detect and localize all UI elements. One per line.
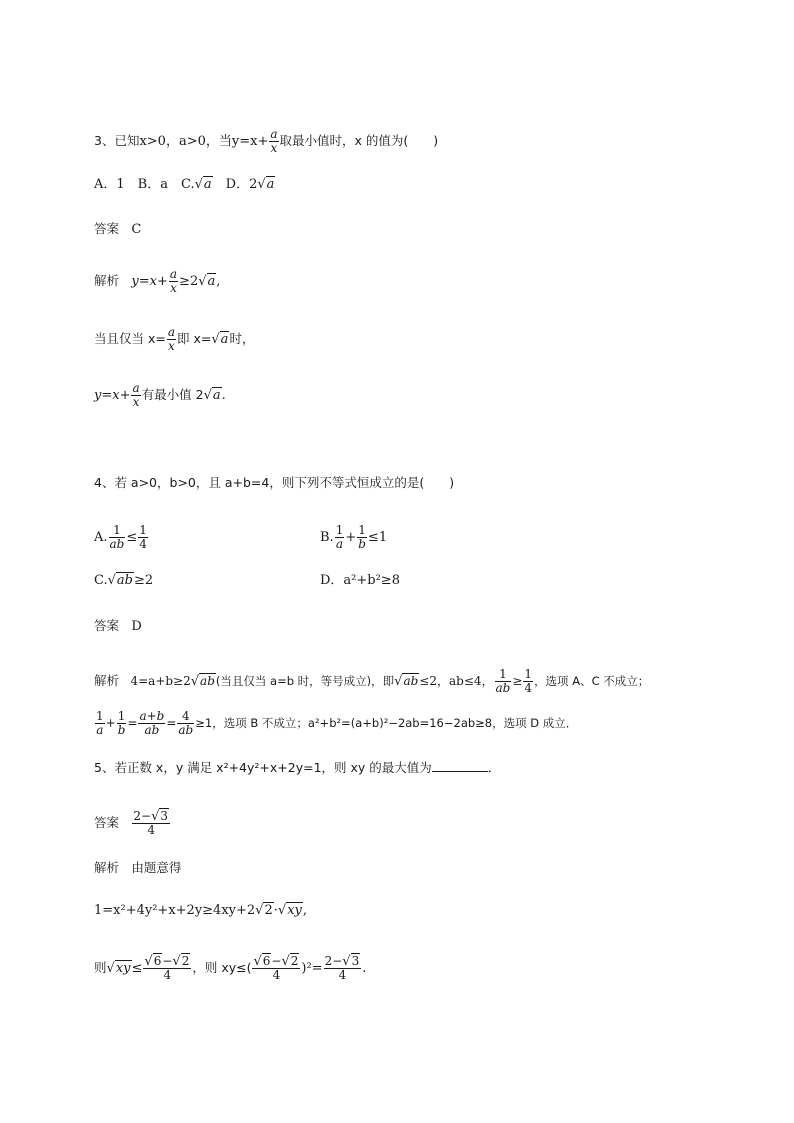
q3-condition: x>0，a>0，当 bbox=[139, 134, 232, 149]
frac-numerator: 1 bbox=[109, 524, 126, 538]
option-label: B. bbox=[320, 530, 334, 545]
fraction bbox=[523, 668, 533, 695]
radicand: xy bbox=[287, 903, 302, 918]
radicand: 3 bbox=[351, 954, 360, 968]
frac-numerator: a bbox=[169, 267, 178, 281]
frac-denominator: x bbox=[270, 141, 278, 155]
frac-numerator: 2− bbox=[133, 809, 152, 823]
frac-denominator: x bbox=[132, 395, 140, 409]
radicand: ab bbox=[200, 674, 215, 688]
fraction bbox=[167, 326, 176, 353]
frac-numerator: 1 bbox=[358, 523, 366, 537]
q4-analysis-2 bbox=[94, 710, 577, 737]
fraction bbox=[109, 524, 126, 551]
answer-label: 答案 bbox=[94, 221, 120, 236]
frac-numerator: a bbox=[270, 127, 278, 141]
analysis-expr: )²= bbox=[301, 961, 323, 976]
q5-answer bbox=[94, 810, 171, 837]
frac-numerator: 1 bbox=[524, 667, 533, 681]
fraction bbox=[495, 668, 512, 695]
operator: = bbox=[127, 716, 138, 730]
fraction bbox=[324, 955, 362, 982]
frac-denominator: 4 bbox=[272, 968, 281, 982]
sqrt-symbol: √3 bbox=[151, 809, 169, 824]
analysis-text: 当且仅当 x= bbox=[94, 331, 166, 346]
punctuation: ． bbox=[487, 761, 501, 776]
punctuation: , bbox=[302, 903, 308, 918]
radicand: ab bbox=[116, 573, 133, 588]
operator: − bbox=[162, 954, 173, 968]
radicand: a bbox=[212, 388, 221, 403]
frac-numerator: 1 bbox=[139, 523, 147, 537]
q4-option-d: D．a²+b²≥8 bbox=[320, 573, 400, 588]
frac-denominator: a bbox=[335, 537, 344, 551]
sqrt-symbol: √2 bbox=[172, 954, 190, 969]
q4-option-c bbox=[94, 573, 153, 589]
fraction bbox=[117, 710, 127, 737]
analysis-text: ，则 xy≤( bbox=[192, 960, 252, 975]
operator: + bbox=[345, 530, 357, 545]
fraction bbox=[357, 524, 367, 551]
sqrt-symbol: √ab bbox=[394, 674, 419, 689]
analysis-expr: y=x+ bbox=[131, 274, 168, 289]
q4-analysis-1 bbox=[94, 668, 649, 695]
frac-denominator: x bbox=[170, 281, 177, 295]
frac-denominator: ab bbox=[495, 681, 511, 695]
radicand: 2 bbox=[290, 954, 299, 968]
sqrt-symbol: √a bbox=[194, 177, 212, 192]
q3-fraction bbox=[269, 128, 278, 155]
frac-denominator: b bbox=[117, 723, 126, 737]
sqrt-symbol: √a bbox=[257, 177, 275, 192]
q4-option-a bbox=[94, 524, 149, 551]
answer-label: 答案 bbox=[94, 815, 120, 830]
frac-denominator: a bbox=[96, 723, 104, 737]
q5-stem-text: 5、若正数 x，y 满足 x²+4y²+x+2y=1，则 xy 的最大值为 bbox=[94, 760, 432, 775]
analysis-text: 即 x= bbox=[177, 331, 212, 346]
q3-expression: y=x+ bbox=[231, 134, 269, 149]
radicand: 3 bbox=[160, 809, 169, 823]
radicand: ab bbox=[403, 674, 419, 688]
q3-analysis-3 bbox=[94, 382, 226, 409]
punctuation: . bbox=[221, 388, 226, 403]
q4-answer bbox=[94, 618, 142, 635]
q5-analysis bbox=[94, 860, 181, 877]
q5-analysis-1 bbox=[94, 903, 307, 919]
frac-denominator: ab bbox=[109, 537, 125, 551]
relation: ≥ bbox=[512, 674, 523, 688]
q3-stem-tail: 取最小值时，x 的值为( ) bbox=[279, 133, 439, 148]
radicand: 2 bbox=[181, 954, 190, 968]
sqrt-symbol: √ab bbox=[107, 573, 133, 588]
analysis-text: 时， bbox=[229, 331, 255, 346]
analysis-label: 解析 bbox=[94, 673, 120, 688]
sqrt-symbol: √a bbox=[203, 388, 221, 403]
q3-answer bbox=[94, 221, 141, 238]
frac-denominator: ab bbox=[178, 723, 194, 737]
sqrt-symbol: √a bbox=[211, 332, 229, 347]
frac-numerator: a bbox=[132, 381, 140, 395]
analysis-text: 有最小值 2 bbox=[141, 387, 204, 402]
frac-numerator: 4 bbox=[177, 710, 194, 724]
frac-denominator: 4 bbox=[163, 968, 172, 982]
analysis-expr: 1=x²+4y²+x+2y≥4xy+2 bbox=[94, 903, 256, 918]
relation: ≤ bbox=[126, 530, 138, 545]
option-label: C. bbox=[94, 573, 108, 588]
frac-numerator: a+b bbox=[139, 709, 165, 723]
analysis-label: 解析 bbox=[94, 860, 120, 875]
q3-analysis-1 bbox=[94, 268, 220, 295]
q5-analysis-2 bbox=[94, 955, 366, 982]
analysis-text: (当且仅当 a=b 时，等号成立)，即 bbox=[215, 674, 395, 688]
frac-numerator: a bbox=[167, 325, 176, 339]
punctuation: . bbox=[362, 961, 367, 976]
analysis-expr: ≥2 bbox=[179, 274, 199, 289]
q3-options bbox=[94, 177, 275, 193]
fraction bbox=[143, 955, 191, 982]
operator: = bbox=[166, 716, 177, 730]
analysis-label: 解析 bbox=[94, 273, 120, 288]
fraction bbox=[138, 710, 165, 737]
frac-denominator: ab bbox=[144, 723, 160, 737]
radicand: xy bbox=[115, 961, 131, 976]
relation: ≤ bbox=[131, 961, 143, 976]
radicand: 2 bbox=[264, 903, 273, 918]
q4-stem: 4、若 a>0，b>0，且 a+b=4，则下列不等式恒成立的是( ) bbox=[94, 475, 455, 490]
q3-options-text: A．1 B．a C. bbox=[94, 177, 195, 192]
option-label: A. bbox=[94, 530, 108, 545]
radicand: a bbox=[203, 177, 212, 192]
q3-number: 3、已知 bbox=[94, 133, 140, 148]
frac-denominator: x bbox=[168, 339, 175, 353]
sqrt-symbol: √xy bbox=[106, 961, 131, 976]
sqrt-symbol: √6 bbox=[144, 954, 162, 969]
fraction bbox=[252, 955, 300, 982]
analysis-expr: 4=a+b≥2 bbox=[130, 674, 191, 688]
fraction bbox=[95, 710, 105, 737]
frac-denominator: b bbox=[358, 537, 366, 551]
q3-option-d: D．2 bbox=[212, 177, 258, 192]
operator: − bbox=[271, 954, 282, 968]
analysis-expr: y=x+ bbox=[94, 388, 131, 403]
sqrt-symbol: √2 bbox=[255, 903, 273, 918]
relation: ≤1 bbox=[367, 530, 388, 545]
fraction bbox=[132, 810, 170, 837]
q4-option-b bbox=[320, 524, 387, 551]
frac-numerator: 1 bbox=[495, 668, 512, 682]
operator: + bbox=[105, 716, 116, 730]
sqrt-symbol: √xy bbox=[277, 903, 302, 918]
answer-value: D bbox=[131, 619, 142, 634]
sqrt-symbol: √ab bbox=[190, 674, 215, 689]
radicand: a bbox=[207, 274, 216, 289]
q3-stem bbox=[94, 128, 438, 155]
radicand: 6 bbox=[153, 954, 162, 968]
punctuation: , bbox=[216, 274, 221, 289]
frac-denominator: 4 bbox=[338, 968, 347, 982]
frac-denominator: 4 bbox=[524, 681, 533, 695]
relation: ≥2 bbox=[134, 573, 154, 588]
operator: · bbox=[273, 903, 278, 918]
q3-analysis-2 bbox=[94, 326, 254, 353]
analysis-expr: ≤2，ab≤4， bbox=[419, 674, 494, 688]
frac-denominator: 4 bbox=[139, 537, 147, 551]
fraction bbox=[131, 382, 140, 409]
analysis-text: ≥1，选项 B 不成立；a²+b²=(a+b)²−2ab=16−2ab≥8，选项 D 成立． bbox=[195, 716, 578, 730]
sqrt-symbol: √2 bbox=[281, 954, 299, 969]
sqrt-symbol: √6 bbox=[253, 954, 271, 969]
radicand: 6 bbox=[262, 954, 271, 968]
radicand: a bbox=[220, 332, 229, 347]
fraction bbox=[138, 524, 148, 551]
frac-denominator: 4 bbox=[147, 823, 156, 837]
frac-numerator: 1 bbox=[335, 523, 344, 537]
fraction bbox=[335, 524, 345, 551]
answer-value: C bbox=[131, 222, 142, 237]
frac-numerator: 1 bbox=[117, 709, 126, 723]
fraction bbox=[169, 268, 178, 295]
answer-label: 答案 bbox=[94, 618, 120, 633]
frac-numerator: 2− bbox=[324, 954, 343, 968]
q5-stem bbox=[94, 760, 501, 777]
analysis-text: ，选项 A、C 不成立； bbox=[534, 674, 650, 688]
sqrt-symbol: √3 bbox=[342, 954, 360, 969]
radicand: a bbox=[266, 177, 275, 192]
frac-numerator: 1 bbox=[96, 709, 104, 723]
answer-blank bbox=[432, 760, 488, 772]
analysis-text: 由题意得 bbox=[131, 860, 182, 875]
analysis-text: 则 bbox=[94, 960, 107, 975]
fraction bbox=[177, 710, 194, 737]
sqrt-symbol: √a bbox=[198, 274, 216, 289]
